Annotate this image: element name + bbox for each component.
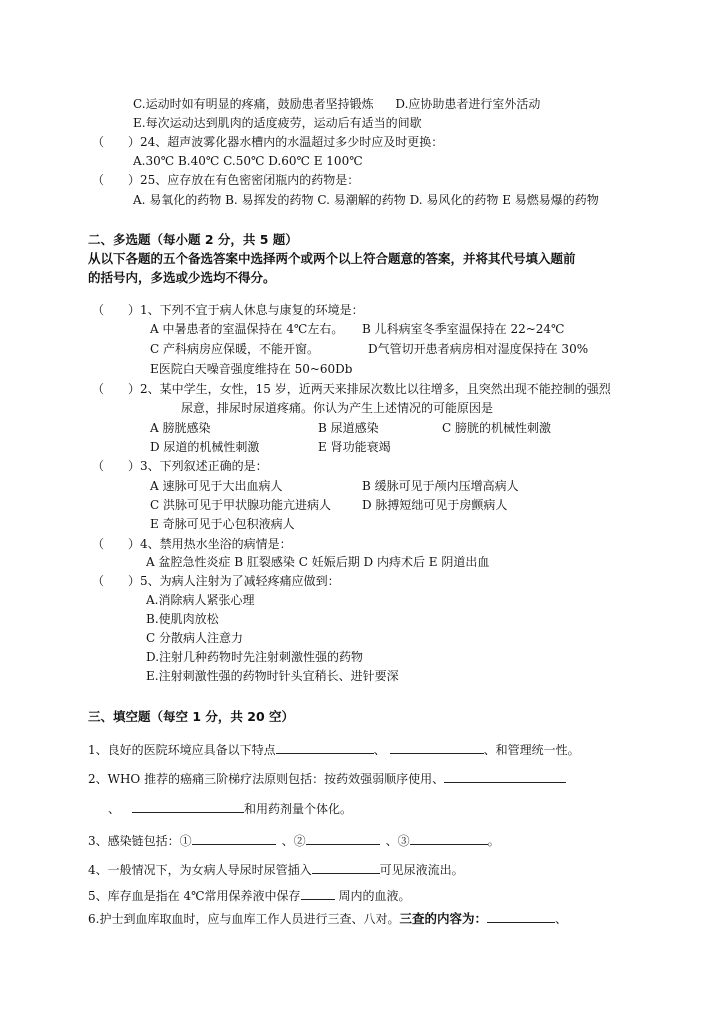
mc-question-5: （ ）5、为病人注射为了减轻疼痛应做到： (92, 574, 340, 588)
answer-paren-mc2[interactable]: （ ） (92, 382, 141, 396)
answer-paren-mc3[interactable]: （ ） (92, 459, 141, 473)
fill-blank[interactable] (301, 887, 335, 900)
mc5-option-a: A.消除病人紧张心理 (146, 593, 255, 607)
fill-blank[interactable] (132, 800, 244, 813)
mc-question-1: （ ）1、下列不宜于病人休息与康复的环境是： (92, 303, 364, 317)
fill-question-6: 6.护士到血库取血时，应与血库工作人员进行三查、八对。三查的内容为： 、 (88, 911, 567, 926)
mc3-options-cd: C 洪脉可见于甲状腺功能亢进病人 D 脉搏短绌可见于房颤病人 (150, 498, 508, 512)
mc3-options-ab: A 速脉可见于大出血病人 B 缓脉可见于颅内压增高病人 (150, 479, 519, 493)
fill-blank[interactable] (444, 770, 566, 783)
question-25: （ ）25、应存放在有色密密闭瓶内的药物是： (92, 173, 360, 187)
question-25-options: A. 易氧化的药物 B. 易挥发的药物 C. 易潮解的药物 D. 易风化的药物 E 易燃易爆的药物 (133, 193, 599, 207)
mc5-option-d: D.注射几种药物时先注射刺激性强的药物 (146, 650, 364, 664)
mc2-stem-cont: 尿意，排尿时尿道疼痛。你认为产生上述情况的可能原因是 (181, 401, 494, 415)
answer-paren-25[interactable]: （ ） (92, 173, 141, 187)
mc3-option-e: E 奇脉可见于心包积液病人 (150, 517, 295, 531)
fill-blank[interactable] (390, 741, 484, 754)
fill-blank[interactable] (487, 910, 555, 923)
mc-question-2: （ ）2、某中学生，女性，15 岁，近两天来排尿次数比以往增多，且突然出现不能控制的强烈 (92, 382, 611, 396)
section-2-title: 二、多选题（每小题 2 分，共 5 题） (88, 232, 298, 247)
fill-question-2: 2、WHO 推荐的癌痛三阶梯疗法原则包括：按药效强弱顺序使用、 (88, 770, 566, 787)
question-24: （ ）24、超声波雾化器水槽内的水温超过多少时应及时更换： (92, 135, 444, 149)
mc2-options-abc: A 膀胱感染 B 尿道感染 C 膀胱的机械性刺激 (150, 421, 551, 435)
mc1-options-ab: A 中暑患者的室温保持在 4℃左右。 B 儿科病室冬季室温保持在 22~24℃ (150, 322, 565, 336)
fill-question-1: 1、良好的医院环境应具备以下特点 、 、和管理统一性。 (88, 743, 580, 757)
fill-question-2-cont: 、 和用药剂量个体化。 (108, 802, 353, 816)
question-24-options: A.30℃ B.40℃ C.50℃ D.60℃ E 100℃ (133, 154, 363, 168)
answer-paren-mc5[interactable]: （ ） (92, 574, 141, 588)
fill-question-3: 3、感染链包括：① 、② 、③ 。 (88, 834, 500, 848)
mc4-options: A 盆腔急性炎症 B 肛裂感染 C 妊娠后期 D 内痔术后 E 阴道出血 (146, 555, 490, 569)
section-2-instruction-1: 从以下各题的五个备选答案中选择两个或两个以上符合题意的答案，并将其代号填入题前 (88, 251, 576, 266)
mc5-option-c: C 分散病人注意力 (146, 631, 243, 645)
section-3-title: 三、填空题（每空 1 分，共 20 空） (88, 709, 295, 724)
q23-option-line-e: E.每次运动达到肌肉的适度疲劳，运动后有适当的间歇 (133, 116, 422, 130)
fill-blank[interactable] (410, 832, 488, 845)
fill-question-5: 5、库存血是指在 4℃常用保养液中保存 周内的血液。 (88, 889, 411, 903)
mc2-options-de: D 尿道的机械性刺激 E 肾功能衰竭 (150, 440, 391, 454)
answer-paren-24[interactable]: （ ） (92, 135, 141, 149)
answer-paren-mc1[interactable]: （ ） (92, 303, 141, 317)
mc-question-4: （ ）4、禁用热水坐浴的病情是： (92, 537, 292, 551)
section-2-instruction-2: 的括号内，多选或少选均不得分。 (88, 270, 276, 285)
fill-blank[interactable] (276, 741, 374, 754)
fill-blank[interactable] (192, 832, 276, 845)
mc5-option-b: B.使肌肉放松 (146, 612, 219, 626)
answer-paren-mc4[interactable]: （ ） (92, 537, 141, 551)
q23-option-line-cd: C.运动时如有明显的疼痛，鼓励患者坚持锻炼 D.应协助患者进行室外活动 (133, 97, 541, 111)
mc1-option-e: E医院白天噪音强度维持在 50~60Db (150, 362, 353, 376)
mc-question-3: （ ）3、下列叙述正确的是： (92, 459, 268, 473)
mc1-options-cd: C 产科病房应保暖，不能开窗。 D气管切开患者病房相对湿度保持在 30% (150, 342, 589, 356)
fill-blank[interactable] (312, 861, 380, 874)
fill-question-4: 4、一般情况下，为女病人导尿时尿管插入 可见尿液流出。 (88, 863, 464, 877)
mc5-option-e: E.注射刺激性强的药物时针头宜稍长、进针要深 (146, 669, 399, 683)
fill-blank[interactable] (306, 832, 380, 845)
